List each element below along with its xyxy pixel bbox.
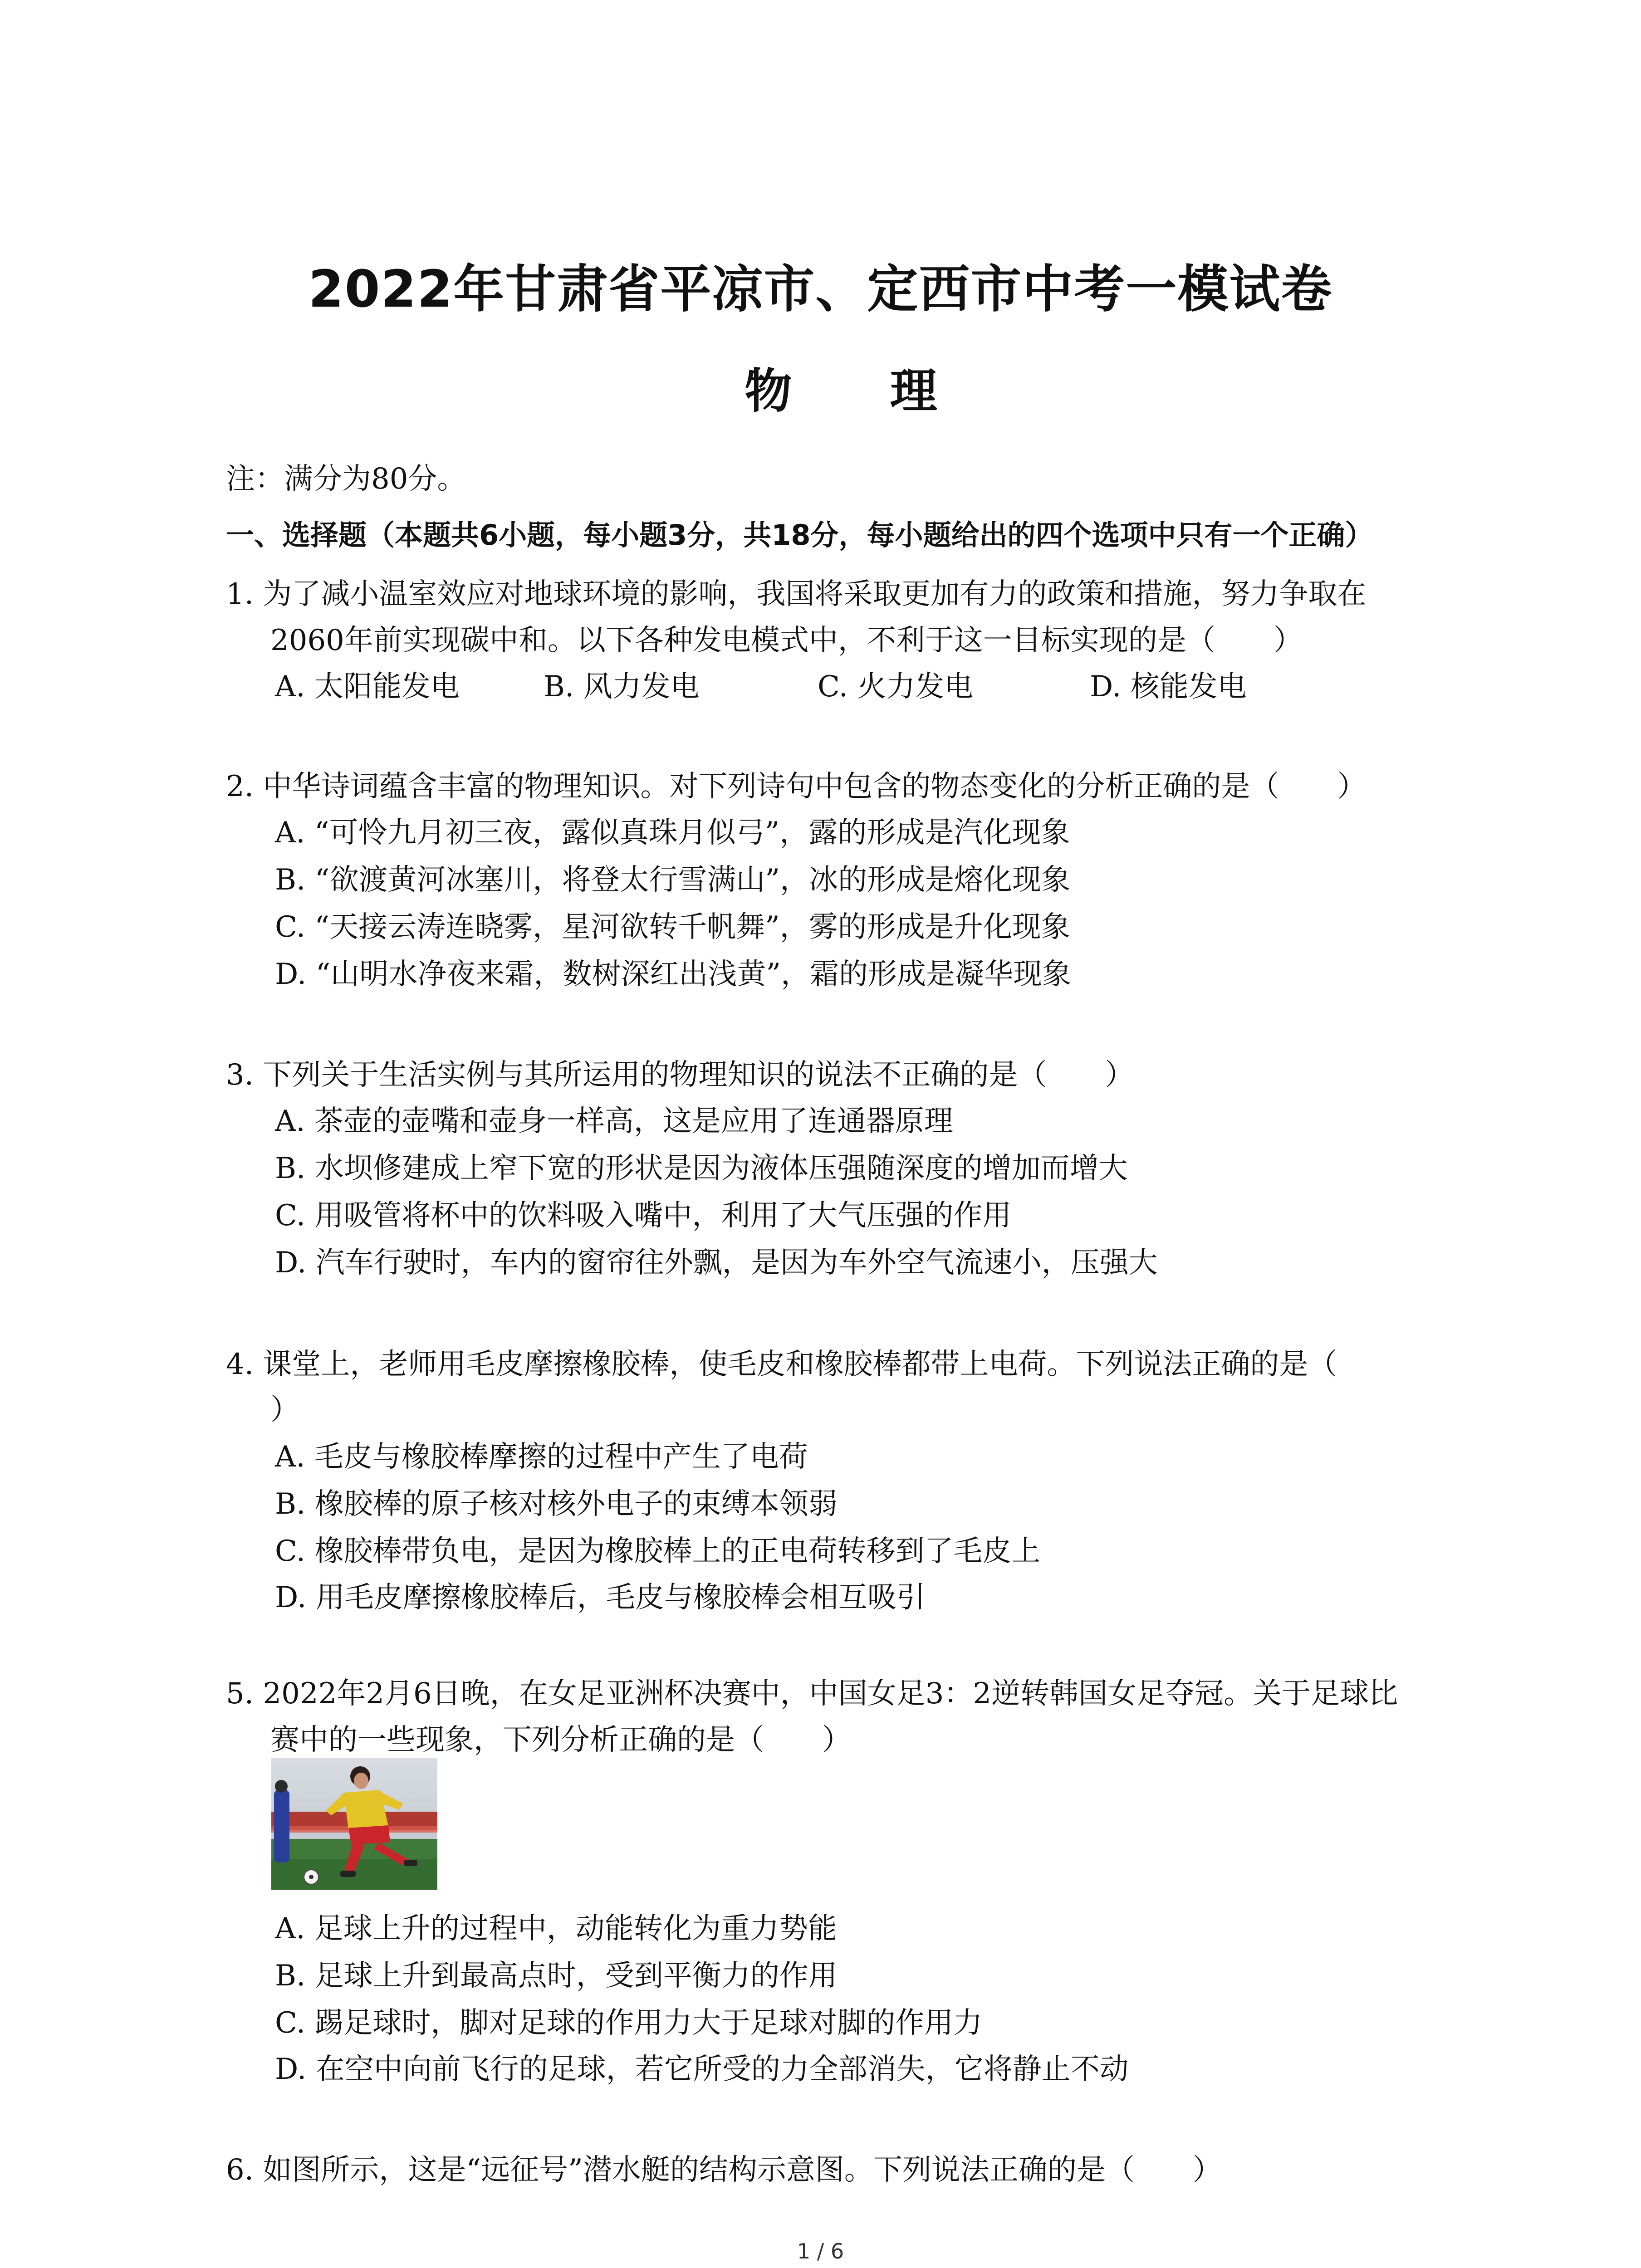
question-5-stem: 5. 2022年2月6日晚，在女足亚洲杯决赛中，中国女足3：2逆转韩国女足夺冠。关于足球比 — [226, 1677, 1398, 1711]
question-1-stem-cont: 2060年前实现碳中和。以下各种发电模式中，不利于这一目标实现的是（ ） — [270, 624, 1303, 657]
soccer-photo — [271, 1758, 437, 1890]
question-5-stem-cont: 赛中的一些现象，下列分析正确的是（ ） — [270, 1723, 851, 1757]
question-5-option-a: A. 足球上升的过程中，动能转化为重力势能 — [275, 1912, 837, 1945]
question-5-option-d: D. 在空中向前飞行的足球，若它所受的力全部消失，它将静止不动 — [275, 2053, 1129, 2086]
question-4-option-b: B. 橡胶棒的原子核对核外电子的束缚本领弱 — [275, 1487, 838, 1521]
question-3-option-d: D. 汽车行驶时，车内的窗帘往外飘，是因为车外空气流速小，压强大 — [275, 1246, 1158, 1280]
question-5-option-b: B. 足球上升到最高点时，受到平衡力的作用 — [275, 1959, 838, 1993]
question-1-option-b: B. 风力发电 — [544, 670, 700, 704]
question-2-stem: 2. 中华诗词蕴含丰富的物理知识。对下列诗句中包含的物态变化的分析正确的是（ ） — [226, 770, 1367, 803]
question-4-option-a: A. 毛皮与橡胶棒摩擦的过程中产生了电荷 — [275, 1440, 808, 1474]
question-3-option-b: B. 水坝修建成上窄下宽的形状是因为液体压强随深度的增加而增大 — [275, 1152, 1128, 1185]
question-4-option-d: D. 用毛皮摩擦橡胶棒后，毛皮与橡胶棒会相互吸引 — [275, 1581, 926, 1614]
score-note: 注：满分为80分。 — [226, 462, 466, 496]
page-number: 1 / 6 — [797, 2239, 844, 2263]
subject-title: 物 理 — [745, 363, 978, 419]
question-4-stem-cont: ） — [270, 1393, 299, 1427]
question-1-option-a: A. 太阳能发电 — [275, 670, 460, 704]
question-1-option-c: C. 火力发电 — [818, 670, 974, 704]
question-4-option-c: C. 橡胶棒带负电，是因为橡胶棒上的正电荷转移到了毛皮上 — [275, 1535, 1041, 1568]
question-5-option-c: C. 踢足球时，脚对足球的作用力大于足球对脚的作用力 — [275, 2006, 983, 2040]
section-heading: 一、选择题（本题共6小题，每小题3分，共18分，每小题给出的四个选项中只有一个正确） — [226, 518, 1373, 552]
page-title: 2022年甘肃省平凉市、定西市中考一模试卷 — [308, 260, 1333, 319]
question-3-option-a: A. 茶壶的壶嘴和壶身一样高，这是应用了连通器原理 — [275, 1105, 953, 1138]
question-6-stem: 6. 如图所示，这是“远征号”潜水艇的结构示意图。下列说法正确的是（ ） — [226, 2153, 1222, 2187]
question-1-option-d: D. 核能发电 — [1090, 670, 1247, 704]
question-2-option-d: D. “山明水净夜来霜，数树深红出浅黄”，霜的形成是凝华现象 — [275, 958, 1072, 991]
question-3-stem: 3. 下列关于生活实例与其所运用的物理知识的说法不正确的是（ ） — [226, 1058, 1134, 1092]
question-2-option-b: B. “欲渡黄河冰塞川，将登太行雪满山”，冰的形成是熔化现象 — [275, 863, 1071, 897]
question-3-option-c: C. 用吸管将杯中的饮料吸入嘴中，利用了大气压强的作用 — [275, 1199, 1012, 1232]
question-4-stem: 4. 课堂上，老师用毛皮摩擦橡胶棒，使毛皮和橡胶棒都带上电荷。下列说法正确的是（ — [226, 1348, 1337, 1381]
question-2-option-a: A. “可怜九月初三夜，露似真珠月似弓”，露的形成是汽化现象 — [275, 816, 1070, 850]
question-2-option-c: C. “天接云涛连晓雾，星河欲转千帆舞”，雾的形成是升化现象 — [275, 910, 1070, 944]
question-1-stem: 1. 为了减小温室效应对地球环境的影响，我国将采取更加有力的政策和措施，努力争取在 — [226, 577, 1367, 611]
